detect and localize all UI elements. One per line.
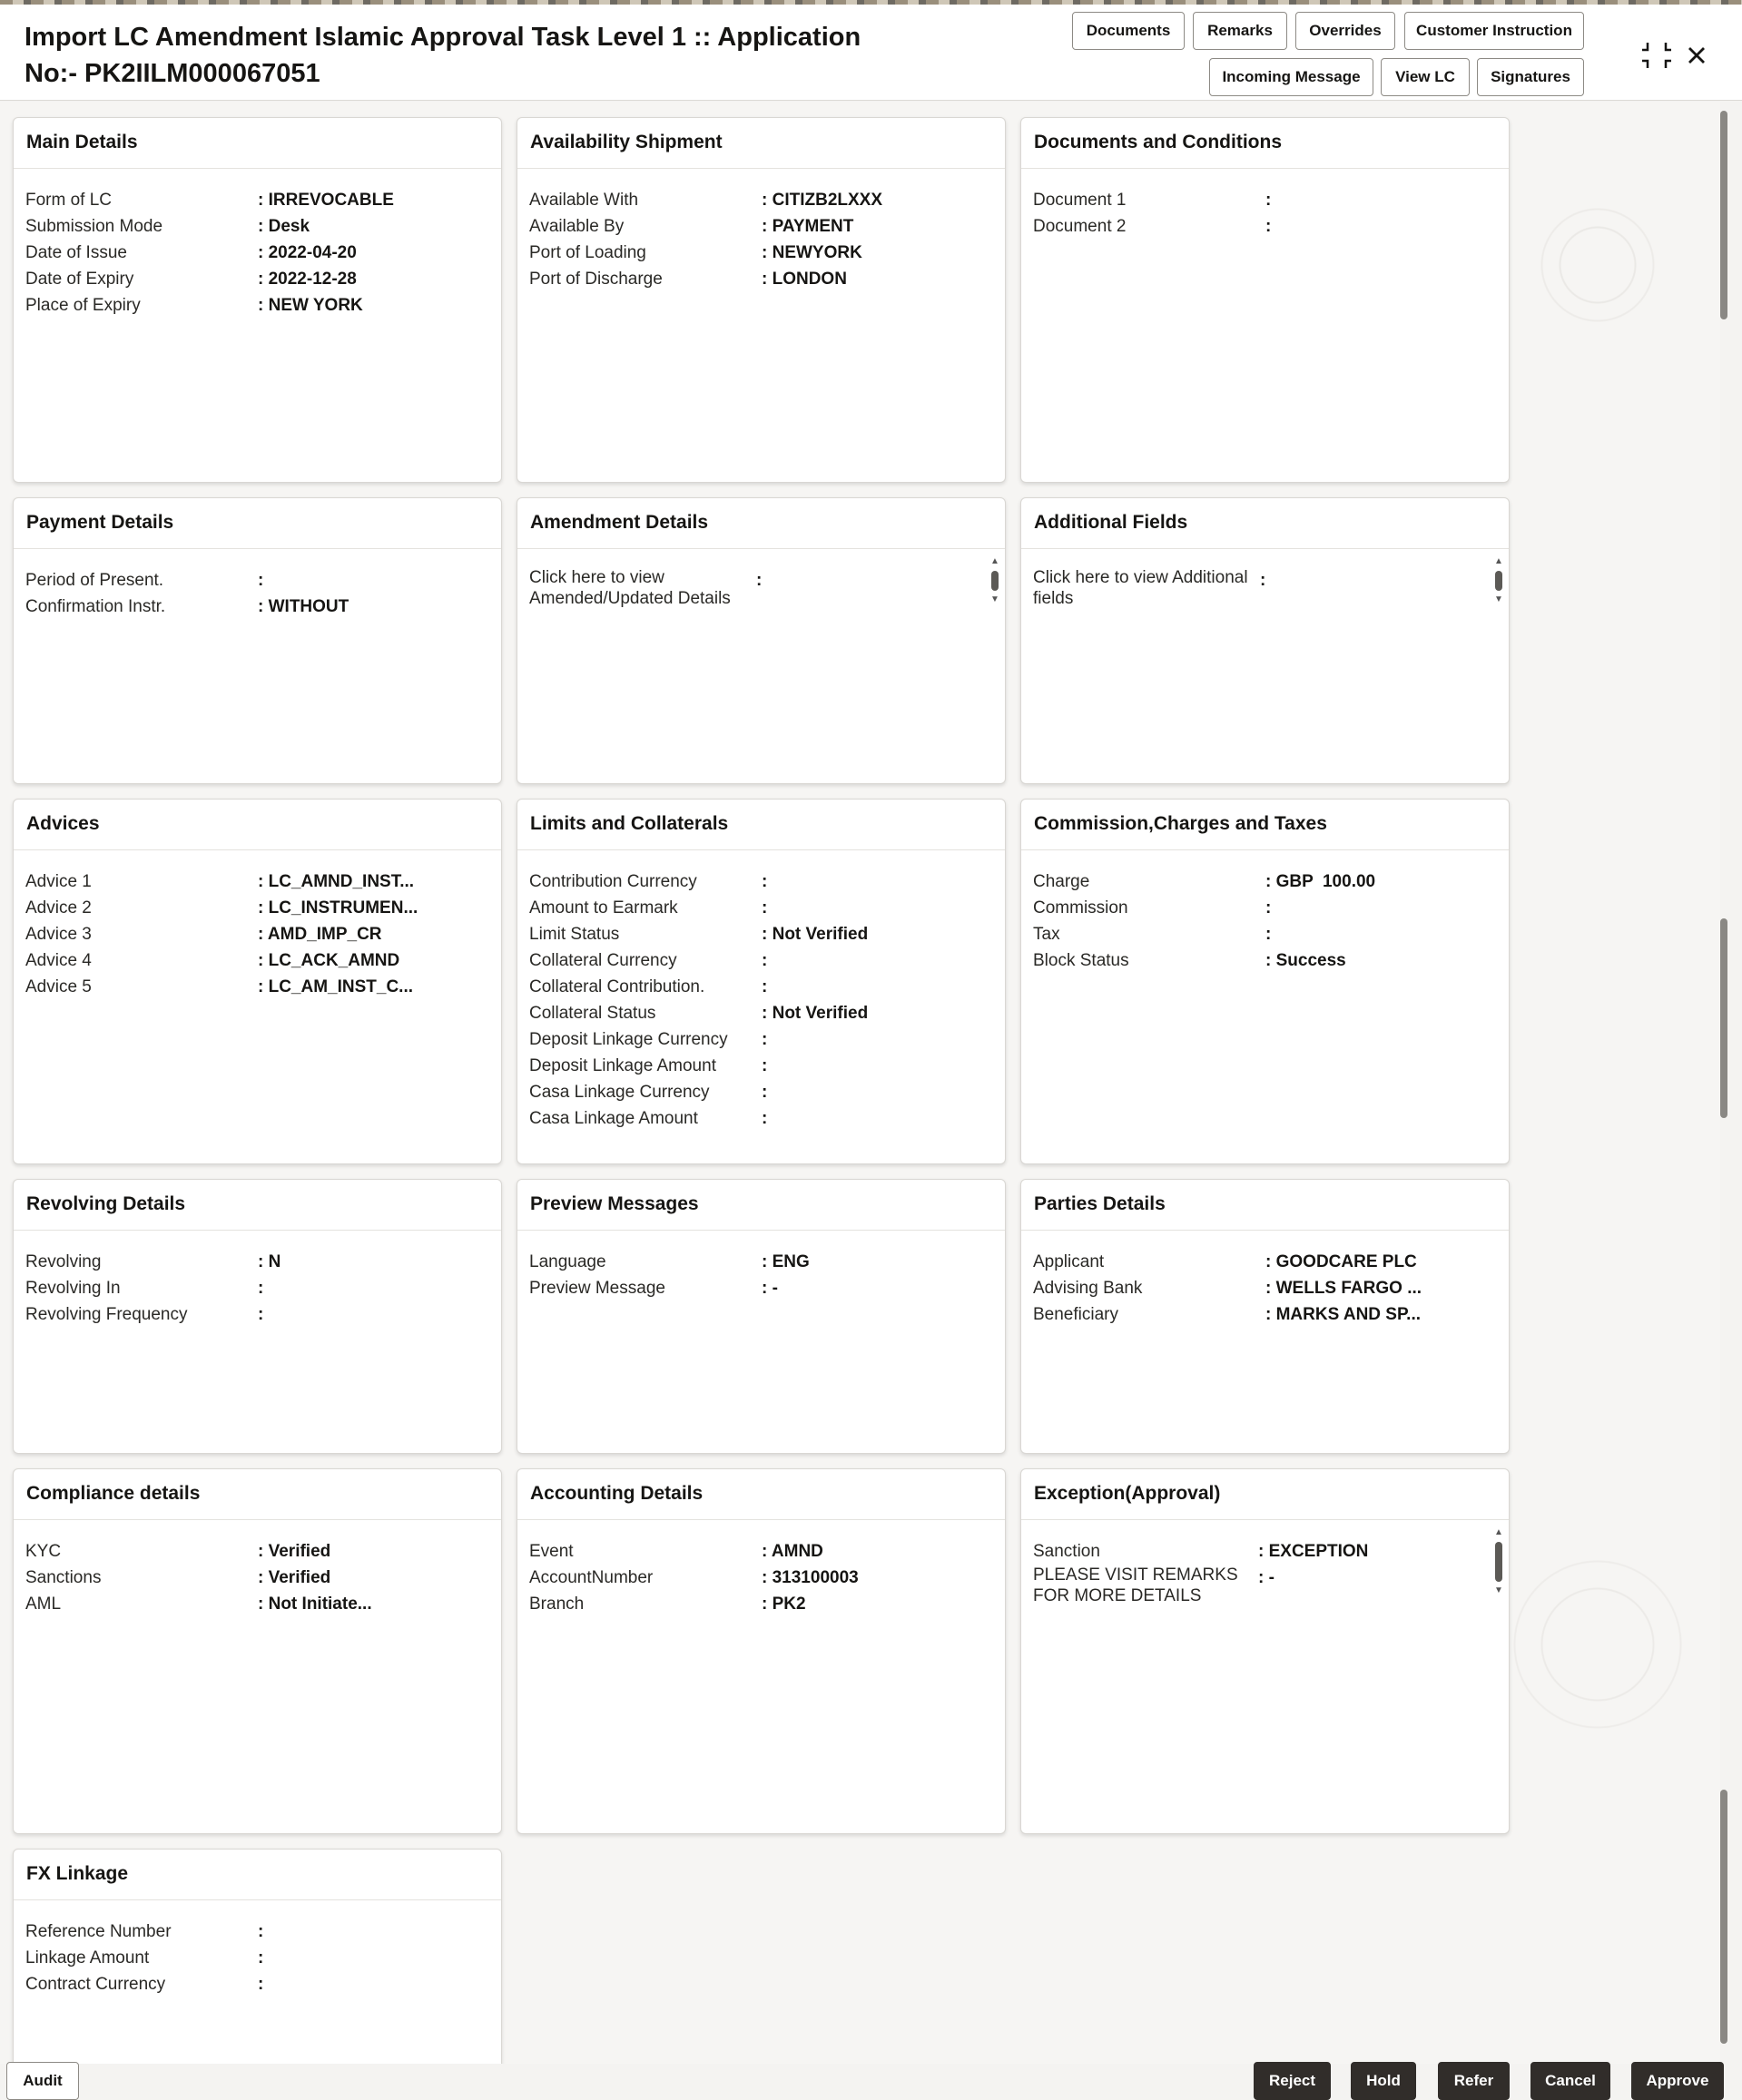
card-exception-approval — [1020, 1468, 1510, 1834]
field-label: Advice 2 — [25, 898, 92, 918]
field-label: Advice 3 — [25, 925, 92, 944]
field-row — [1033, 1538, 1509, 1565]
field-value: : CITIZB2LXXX — [762, 191, 883, 210]
scroll-thumb[interactable] — [1495, 1542, 1502, 1582]
scroll-thumb[interactable] — [1495, 571, 1502, 591]
field-row — [25, 266, 501, 292]
field-label: KYC — [25, 1542, 62, 1561]
field-row — [25, 1591, 501, 1617]
field-value: : Not Verified — [762, 925, 869, 944]
field-value: : — [258, 571, 264, 590]
field-value: : — [756, 571, 763, 590]
card-main-details — [13, 117, 502, 483]
field-row — [1033, 921, 1509, 947]
amended-details-link[interactable]: Click here to view Amended/Updated Details — [529, 568, 731, 608]
field-row — [25, 240, 501, 266]
field-value: : LONDON — [762, 270, 847, 289]
field-label: Date of Expiry — [25, 270, 134, 289]
field-label: Port of Discharge — [529, 270, 663, 289]
field-label: Casa Linkage Amount — [529, 1109, 698, 1128]
page-scrollbar[interactable] — [1717, 102, 1730, 2062]
field-label: Form of LC — [25, 191, 113, 210]
scroll-down-icon[interactable]: ▼ — [990, 594, 999, 604]
field-row — [25, 1538, 501, 1565]
field-label: PLEASE VISIT REMARKS FOR MORE DETAILS — [1033, 1565, 1238, 1605]
overrides-button[interactable]: Overrides — [1295, 12, 1395, 50]
field-label: Collateral Status — [529, 1004, 656, 1023]
card-title: Documents and Conditions — [1021, 118, 1509, 169]
field-row — [529, 240, 1005, 266]
field-row — [529, 1079, 1005, 1105]
field-value: : IRREVOCABLE — [258, 191, 394, 210]
field-label: AccountNumber — [529, 1568, 654, 1587]
field-label: Tax — [1033, 925, 1060, 944]
field-label: Revolving — [25, 1252, 102, 1271]
field-row — [1033, 895, 1509, 921]
field-label: Deposit Linkage Amount — [529, 1056, 716, 1075]
field-row — [1033, 868, 1509, 895]
field-row — [25, 1565, 501, 1591]
card-availability-shipment — [517, 117, 1006, 483]
field-row — [529, 921, 1005, 947]
field-label: Revolving Frequency — [25, 1305, 188, 1324]
field-row — [529, 1053, 1005, 1079]
card-title: Amendment Details — [517, 498, 1005, 549]
field-label: Revolving In — [25, 1279, 121, 1298]
field-value: : — [1265, 217, 1272, 236]
field-value: : — [1260, 571, 1266, 590]
field-label: Period of Present. — [25, 571, 164, 590]
field-label: Advising Bank — [1033, 1279, 1143, 1298]
field-value: : — [258, 1305, 264, 1324]
field-label: Deposit Linkage Currency — [529, 1030, 728, 1049]
field-row — [25, 921, 501, 947]
field-row — [529, 1026, 1005, 1053]
field-row — [25, 1918, 501, 1945]
field-value: : N — [258, 1252, 281, 1271]
field-label: Collateral Contribution. — [529, 977, 705, 996]
page-title: Import LC Amendment Islamic Approval Task Level 1 :: Application No:- PK2IILM000067051 — [25, 23, 861, 88]
card-title: FX Linkage — [14, 1850, 501, 1900]
field-label: Block Status — [1033, 951, 1129, 970]
field-label: Advice 1 — [25, 872, 92, 891]
signatures-button[interactable]: Signatures — [1477, 58, 1584, 96]
card-title: Availability Shipment — [517, 118, 1005, 169]
field-value: : LC_ACK_AMND — [258, 951, 400, 970]
field-label: Sanctions — [25, 1568, 102, 1587]
field-row — [529, 974, 1005, 1000]
field-label: Collateral Currency — [529, 951, 677, 970]
minimize-icon[interactable] — [1640, 39, 1673, 72]
field-row — [529, 1591, 1005, 1617]
card-commission-charges-taxes — [1020, 799, 1510, 1164]
field-value: : LC_INSTRUMEN... — [258, 898, 418, 918]
field-value: : — [762, 1056, 768, 1075]
field-value: : Not Initiate... — [258, 1595, 372, 1614]
field-label: Submission Mode — [25, 217, 163, 236]
field-label: Port of Loading — [529, 243, 646, 262]
card-parties-details — [1020, 1179, 1510, 1454]
field-value: : Desk — [258, 217, 310, 236]
scroll-thumb[interactable] — [991, 571, 999, 591]
customer-instruction-button[interactable]: Customer Instruction — [1404, 12, 1584, 50]
field-label: Branch — [529, 1595, 585, 1614]
field-row — [1033, 1301, 1509, 1328]
field-label: Reference Number — [25, 1922, 172, 1941]
field-value: : MARKS AND SP... — [1265, 1305, 1422, 1324]
field-value: : 2022-12-28 — [258, 270, 357, 289]
card-title: Advices — [14, 800, 501, 850]
scroll-up-icon[interactable]: ▲ — [1494, 556, 1503, 566]
field-label: AML — [25, 1595, 62, 1614]
field-row — [529, 266, 1005, 292]
card-title: Parties Details — [1021, 1180, 1509, 1231]
card-revolving-details — [13, 1179, 502, 1454]
hold-button[interactable]: Hold — [1351, 2062, 1416, 2100]
card-limits-collaterals — [517, 799, 1006, 1164]
field-label: Available By — [529, 217, 625, 236]
field-value: : PK2 — [762, 1595, 806, 1614]
card-title: Compliance details — [14, 1469, 501, 1520]
field-label: Amount to Earmark — [529, 898, 678, 918]
field-row — [25, 947, 501, 974]
additional-fields-link[interactable]: Click here to view Additional fields — [1033, 568, 1248, 608]
field-value: : — [258, 1975, 264, 1994]
field-label: Advice 5 — [25, 977, 92, 996]
card-title: Additional Fields — [1021, 498, 1509, 549]
field-row — [1033, 187, 1509, 213]
card-compliance-details — [13, 1468, 502, 1834]
field-value: : Verified — [258, 1568, 331, 1587]
field-row — [1033, 567, 1509, 609]
field-row — [529, 1538, 1005, 1565]
field-row — [1033, 1275, 1509, 1301]
field-row — [529, 1275, 1005, 1301]
field-label: Linkage Amount — [25, 1948, 150, 1968]
field-value: : GOODCARE PLC — [1265, 1252, 1417, 1271]
card-scrollbar[interactable] — [1494, 556, 1503, 605]
field-value: : — [762, 977, 768, 996]
footer-bar — [0, 2064, 1742, 2100]
field-label: Language — [529, 1252, 606, 1271]
card-advices — [13, 799, 502, 1164]
field-label: Document 2 — [1033, 217, 1127, 236]
field-label: Contract Currency — [25, 1975, 166, 1994]
field-value: : WITHOUT — [258, 597, 349, 616]
page-scroll-thumb-bottom[interactable] — [1720, 1790, 1727, 2044]
field-value: : - — [762, 1279, 778, 1298]
field-value: : GBP 100.00 — [1265, 872, 1376, 891]
field-label: Date of Issue — [25, 243, 127, 262]
field-row — [25, 567, 501, 594]
field-value: : — [762, 1083, 768, 1102]
close-icon[interactable] — [1680, 39, 1713, 72]
field-label: Advice 4 — [25, 951, 92, 970]
audit-button[interactable]: Audit — [6, 2062, 79, 2100]
card-title: Commission,Charges and Taxes — [1021, 800, 1509, 850]
card-title: Revolving Details — [14, 1180, 501, 1231]
field-value: : — [258, 1948, 264, 1968]
card-title: Limits and Collaterals — [517, 800, 1005, 850]
field-value: : — [1265, 925, 1272, 944]
card-fx-linkage — [13, 1849, 502, 2064]
approve-button[interactable]: Approve — [1631, 2062, 1724, 2100]
field-value: : — [762, 951, 768, 970]
field-value: : WELLS FARGO ... — [1265, 1279, 1422, 1298]
field-value: : ENG — [762, 1252, 810, 1271]
card-documents-conditions — [1020, 117, 1510, 483]
field-row — [25, 974, 501, 1000]
card-title: Main Details — [14, 118, 501, 169]
field-value: : LC_AM_INST_C... — [258, 977, 414, 996]
field-row — [529, 868, 1005, 895]
field-row — [1033, 1249, 1509, 1275]
field-row — [529, 947, 1005, 974]
field-value: : NEW YORK — [258, 296, 363, 315]
field-label: Casa Linkage Currency — [529, 1083, 710, 1102]
field-row — [25, 1275, 501, 1301]
field-label: Available With — [529, 191, 639, 210]
field-value: : — [762, 872, 768, 891]
scroll-up-icon[interactable]: ▲ — [1494, 1527, 1503, 1537]
field-value: : PAYMENT — [762, 217, 854, 236]
field-row — [25, 292, 501, 319]
field-value: : — [762, 898, 768, 918]
reject-button[interactable]: Reject — [1254, 2062, 1331, 2100]
field-value: : LC_AMND_INST... — [258, 872, 415, 891]
field-row — [25, 213, 501, 240]
card-title: Payment Details — [14, 498, 501, 549]
field-row — [529, 1249, 1005, 1275]
field-row — [1033, 213, 1509, 240]
field-value: : — [762, 1109, 768, 1128]
field-value: : Not Verified — [762, 1004, 869, 1023]
main-content — [0, 102, 1720, 2064]
field-label: Commission — [1033, 898, 1128, 918]
field-value: : - — [1258, 1568, 1275, 1587]
documents-button[interactable]: Documents — [1072, 12, 1185, 50]
field-row — [1033, 1565, 1509, 1606]
scroll-up-icon[interactable]: ▲ — [990, 556, 999, 566]
field-value: : 313100003 — [762, 1568, 859, 1587]
field-value: : EXCEPTION — [1258, 1542, 1369, 1561]
field-row — [529, 187, 1005, 213]
refer-button[interactable]: Refer — [1438, 2062, 1510, 2100]
field-label: Limit Status — [529, 925, 620, 944]
card-additional-fields — [1020, 497, 1510, 784]
field-label: Place of Expiry — [25, 296, 141, 315]
card-title: Preview Messages — [517, 1180, 1005, 1231]
field-value: : — [258, 1922, 264, 1941]
field-label: Charge — [1033, 872, 1090, 891]
card-amendment-details — [517, 497, 1006, 784]
field-label: Applicant — [1033, 1252, 1105, 1271]
field-label: Event — [529, 1542, 574, 1561]
remarks-button[interactable]: Remarks — [1193, 12, 1287, 50]
cancel-button[interactable]: Cancel — [1530, 2062, 1610, 2100]
field-value: : AMND — [762, 1542, 823, 1561]
scroll-down-icon[interactable]: ▼ — [1494, 594, 1503, 604]
page-header — [0, 5, 1742, 101]
field-value: : — [1265, 191, 1272, 210]
field-row — [529, 895, 1005, 921]
field-row — [529, 213, 1005, 240]
field-value: : AMD_IMP_CR — [258, 925, 382, 944]
card-scrollbar[interactable] — [990, 556, 999, 605]
field-label: Confirmation Instr. — [25, 597, 166, 616]
view-lc-button[interactable]: View LC — [1381, 58, 1470, 96]
card-scrollbar[interactable] — [1494, 1527, 1503, 1596]
card-title: Accounting Details — [517, 1469, 1005, 1520]
field-value: : 2022-04-20 — [258, 243, 357, 262]
field-row — [529, 1105, 1005, 1132]
card-preview-messages — [517, 1179, 1006, 1454]
field-label: Preview Message — [529, 1279, 665, 1298]
field-row — [529, 567, 1005, 609]
field-row — [25, 1971, 501, 1997]
field-label: Document 1 — [1033, 191, 1127, 210]
incoming-message-button[interactable]: Incoming Message — [1209, 58, 1373, 96]
field-label: Sanction — [1033, 1542, 1100, 1561]
field-row — [529, 1565, 1005, 1591]
field-value: : — [258, 1279, 264, 1298]
field-value: : Success — [1265, 951, 1346, 970]
field-row — [25, 868, 501, 895]
field-value: : NEWYORK — [762, 243, 862, 262]
field-row — [25, 187, 501, 213]
field-label: Beneficiary — [1033, 1305, 1118, 1324]
field-row — [25, 1945, 501, 1971]
field-value: : Verified — [258, 1542, 331, 1561]
page-scroll-thumb[interactable] — [1720, 111, 1727, 319]
field-row — [529, 1000, 1005, 1026]
field-row — [25, 1301, 501, 1328]
card-accounting-details — [517, 1468, 1006, 1834]
field-value: : — [1265, 898, 1272, 918]
field-row — [25, 594, 501, 620]
scroll-down-icon[interactable]: ▼ — [1494, 1585, 1503, 1595]
card-title: Exception(Approval) — [1021, 1469, 1509, 1520]
field-label: Contribution Currency — [529, 872, 697, 891]
field-row — [25, 1249, 501, 1275]
page-scroll-thumb-secondary[interactable] — [1720, 918, 1727, 1118]
field-row — [1033, 947, 1509, 974]
field-row — [25, 895, 501, 921]
field-value: : — [762, 1030, 768, 1049]
card-payment-details — [13, 497, 502, 784]
